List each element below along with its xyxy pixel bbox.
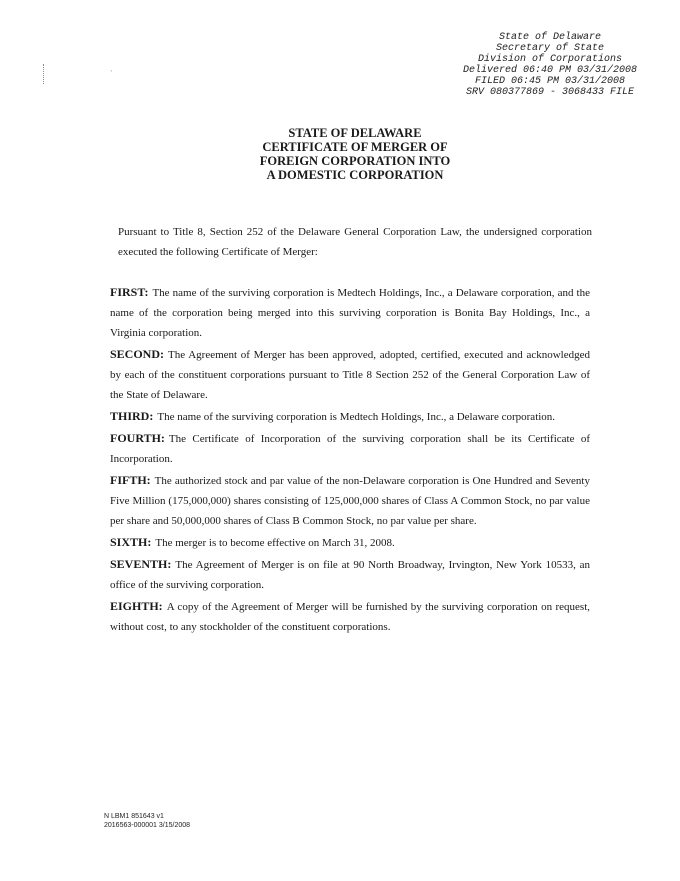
- article-seventh: [110, 554, 590, 595]
- document-title: [200, 126, 510, 182]
- scan-artifact-mark: [43, 64, 45, 84]
- article-first: [110, 282, 590, 343]
- filing-stamp: [455, 32, 645, 98]
- stamp-line: Delivered 06:40 PM 03/31/2008: [462, 65, 638, 76]
- footer-doc-date: 2016563-000001 3/15/2008: [104, 822, 191, 829]
- stamp-line: State of Delaware: [498, 32, 602, 43]
- title-line: FOREIGN CORPORATION INTO: [259, 154, 451, 168]
- article-label: EIGHTH:: [110, 599, 163, 613]
- article-label: FOURTH:: [110, 431, 165, 445]
- article-text: The merger is to become effective on March 31, 2008.: [155, 537, 395, 549]
- article-text: The authorized stock and par value of the non-Delaware corporation is One Hundred and Seventy Five Million (175,000,000) shares consisting of 125,000,000 shares of Class A Common Stock, no par value per share and 50,000,000 shares of Class B Common Stock, no par value per share.: [110, 475, 590, 527]
- intro-paragraph: Pursuant to Title 8, Section 252 of the Delaware General Corporation Law, the undersigned corporation executed the following Certificate of Merger:: [118, 226, 592, 258]
- title-line: STATE OF DELAWARE: [288, 126, 422, 140]
- article-sixth: [110, 532, 590, 553]
- article-text: The name of the surviving corporation is Medtech Holdings, Inc., a Delaware corporation, and the name of the corporation being merged into this surviving corporation is Bonita Bay Holdings, Inc., a Virginia corporation.: [110, 287, 590, 339]
- stamp-line: FILED 06:45 PM 03/31/2008: [474, 76, 626, 87]
- article-fifth: [110, 470, 590, 531]
- article-text: The Certificate of Incorporation of the surviving corporation shall be its Certificate of Incorporation.: [110, 433, 590, 465]
- article-label: SECOND:: [110, 347, 165, 361]
- article-label: THIRD:: [110, 409, 154, 423]
- article-text: The Agreement of Merger is on file at 90 North Broadway, Irvington, New York 10533, an office of the surviving corporation.: [110, 559, 590, 591]
- scan-artifact-tick: ˋ: [110, 70, 114, 78]
- footer-doc-id: N LBM1 851643 v1: [104, 813, 164, 820]
- article-label: FIRST:: [110, 285, 149, 299]
- article-text: The Agreement of Merger has been approved, adopted, certified, executed and acknowledged by each of the constituent corporations pursuant to Title 8 Section 252 of the General Corporation Law of the State of Delaware.: [110, 349, 590, 401]
- stamp-line: SRV 080377869 - 3068433 FILE: [465, 87, 635, 98]
- article-text: A copy of the Agreement of Merger will be furnished by the surviving corporation on request, without cost, to any stockholder of the constituent corporations.: [110, 601, 590, 633]
- articles-list: [110, 282, 590, 638]
- stamp-line: Secretary of State: [495, 43, 605, 54]
- article-label: FIFTH:: [110, 473, 151, 487]
- article-third: [110, 406, 590, 427]
- article-second: [110, 344, 590, 405]
- article-fourth: [110, 428, 590, 469]
- title-line: CERTIFICATE OF MERGER OF: [262, 140, 448, 154]
- document-footer: [104, 812, 190, 830]
- article-eighth: [110, 596, 590, 637]
- article-text: The name of the surviving corporation is Medtech Holdings, Inc., a Delaware corporation.: [157, 411, 556, 423]
- stamp-line: Division of Corporations: [477, 54, 623, 65]
- title-line: A DOMESTIC CORPORATION: [266, 168, 444, 182]
- article-label: SEVENTH:: [110, 557, 172, 571]
- article-label: SIXTH:: [110, 535, 152, 549]
